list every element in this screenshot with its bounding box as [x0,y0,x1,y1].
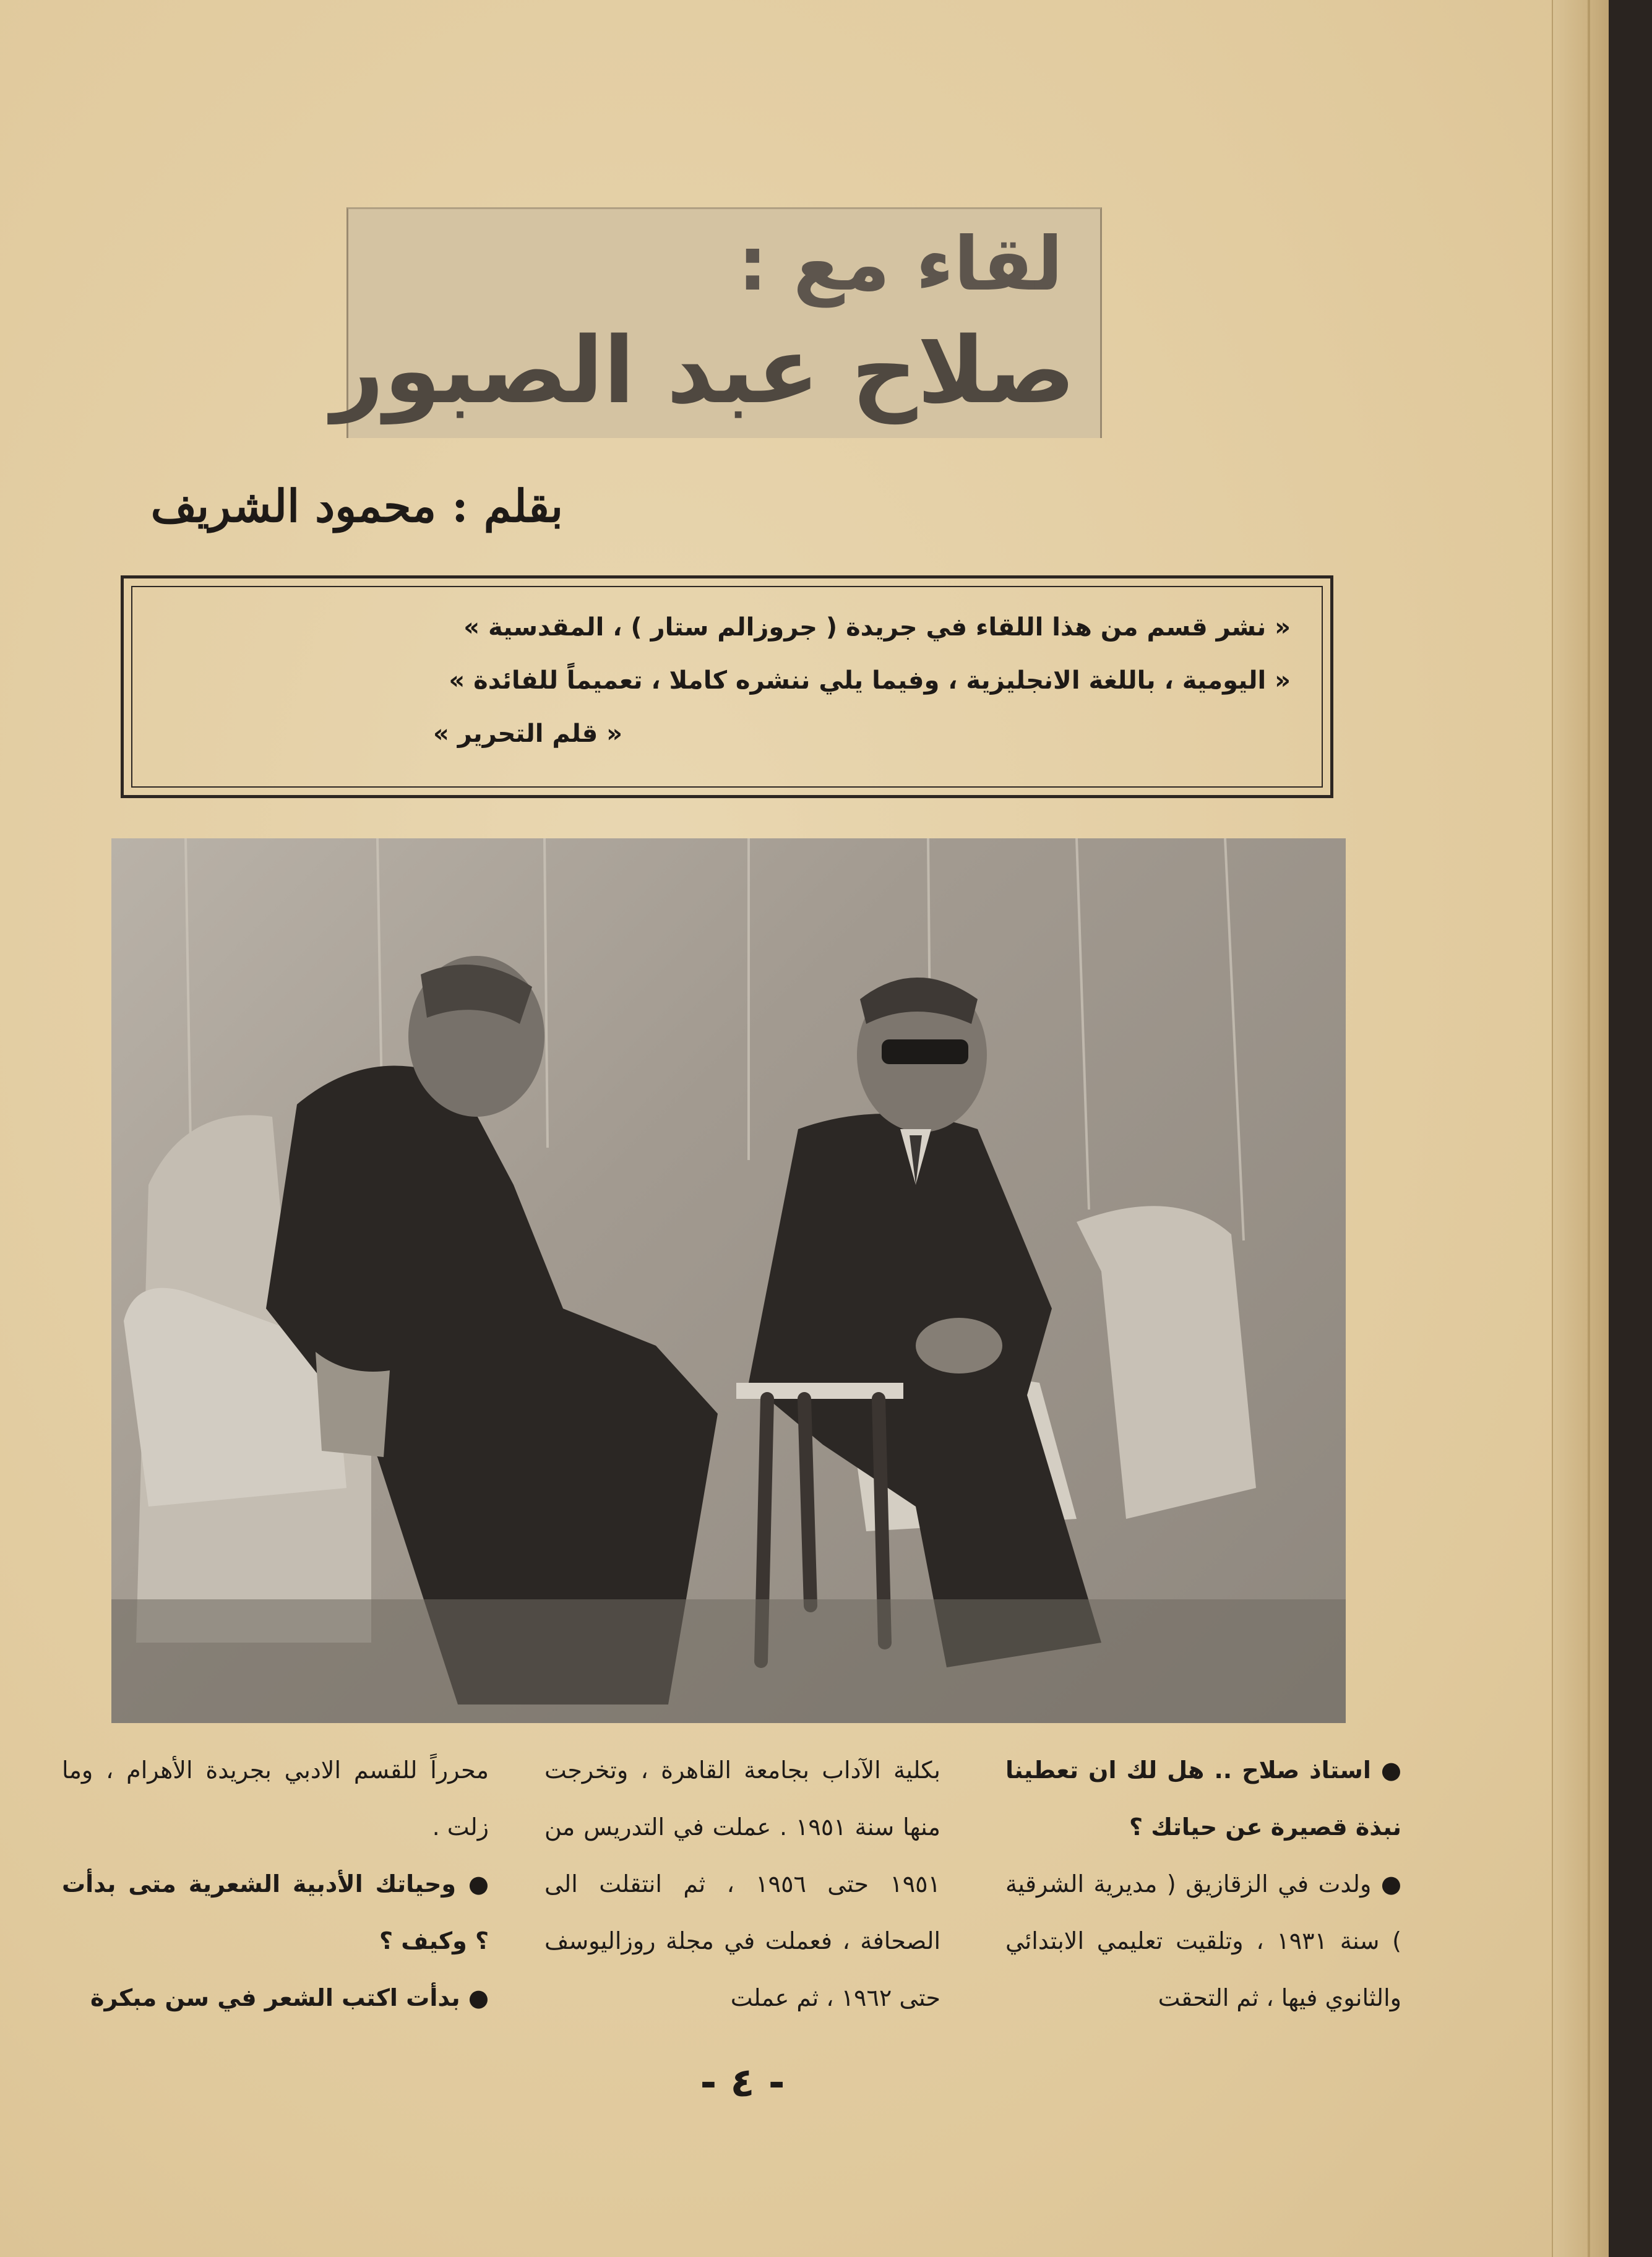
answer-2: ● بدأت اكتب الشعر في سن مبكرة [90,1984,489,2011]
page-edge [1552,0,1609,2257]
article-column-left [62,1742,489,2026]
byline: بقلم : محمود الشريف [150,479,563,532]
title-line-1: لقاء مع : [738,221,1063,307]
answer-1-continued: بكلية الآداب بجامعة القاهرة ، وتخرجت منها سنة ١٩٥١ . عملت في التدريس من ١٩٥١ حتى ١٩٥٦ ، ثم انتقلت الى الصحافة ، فعملت في مجلة روزاليوسف حتى ١٩٦٢ ، ثم عملت [544,1756,940,2011]
article-column-middle [544,1742,940,2026]
editor-notice-inner [131,586,1323,788]
question-1: ● استاذ صلاح .. هل لك ان تعطينا نبذة قصيرة عن حياتك ؟ [1005,1756,1401,1841]
answer-1: ● ولدت في الزقازيق ( مديرية الشرقية ) سنة ١٩٣١ ، وتلقيت تعليمي الابتدائي والثانوي فيها ، ثم التحقت [1005,1870,1401,2011]
question-2: ● وحياتك الأدبية الشعرية متى بدأت ؟ وكيف ؟ [62,1870,489,1954]
title-line-2: صلاح عبد الصبور [331,317,1075,424]
interview-photo [111,838,1346,1723]
answer-1-end: محرراً للقسم الادبي بجريدة الأهرام ، وما زلت . [62,1756,489,1841]
editor-notice-box [121,575,1333,798]
notice-line-2: « اليومية ، باللغة الانجليزية ، وفيما يلي ننشره كاملا ، تعميماً للفائدة » [449,666,1291,695]
page-edge-line [1588,0,1590,2257]
article-column-right [1005,1742,1401,2026]
notice-line-1: « نشر قسم من هذا اللقاء في جريدة ( جروزالم ستار ) ، المقدسية » [463,613,1291,642]
notice-signature: « قلم التحرير » [432,720,622,748]
title-box [331,207,1102,438]
page-number: - ٤ - [700,2060,785,2106]
photo-illustration [111,838,1346,1723]
